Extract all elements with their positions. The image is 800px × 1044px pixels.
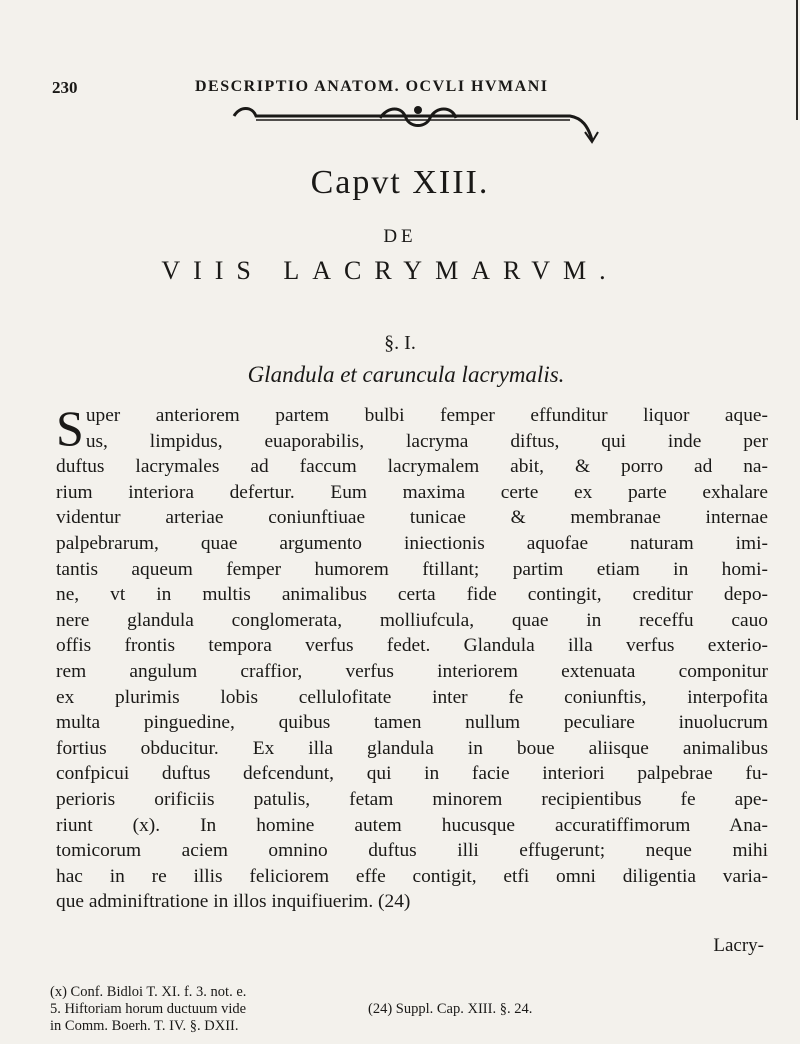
text-line: tantis aqueum femper humorem ftillant; partim etiam in homi- — [56, 558, 768, 580]
page-edge — [796, 0, 798, 120]
body-text — [56, 400, 768, 915]
text-line: rium interiora defertur. Eum maxima certe ex parte exhalare — [56, 481, 768, 503]
footnote-right: (24) Suppl. Cap. XIII. §. 24. — [368, 1001, 533, 1017]
footnote-row — [50, 1018, 770, 1035]
text-line: confpicui duftus defcendunt, qui in facie interiori palpebrae fu- — [56, 763, 768, 785]
text-line: videntur arteriae coniunftiuae tunicae & membranae internae — [56, 507, 768, 529]
page-number: 230 — [52, 78, 78, 97]
footnote-row — [50, 1001, 770, 1018]
text-line: multa pinguedine, quibus tamen nullum peculiare inuolucrum — [56, 712, 768, 734]
section-number: §. I. — [384, 332, 416, 354]
text-line: nere glandula conglomerata, molliufcula, quae in receffu cauo — [56, 609, 768, 631]
footnote-left: 5. Hiftoriam horum ductuum vide — [50, 1001, 247, 1017]
text-line: riunt (x). In homine autem hucusque accuratiffimorum Ana- — [56, 814, 768, 836]
text-line: fortius obducitur. Ex illa glandula in boue aliisque animalibus — [56, 737, 768, 759]
text-line: perioris orificiis patulis, fetam minorem recipientibus fe ape- — [56, 788, 768, 810]
text-line: us, limpidus, euaporabilis, lacryma diftus, qui inde per — [85, 430, 768, 452]
footnote-left: in Comm. Boerh. T. IV. §. DXII. — [50, 1018, 239, 1034]
text-line: ne, vt in multis animalibus certa fide contingit, creditur depo- — [56, 584, 768, 606]
running-title: DESCRIPTIO ANATOM. OCVLI HVMANI — [195, 78, 549, 95]
chapter-de: DE — [383, 226, 417, 247]
footnote-row — [50, 984, 770, 1001]
chapter-subject: VIIS LACRYMARVM. — [161, 256, 619, 285]
drop-cap: S — [56, 400, 84, 456]
text-line: que adminiftratione in illos inquifiuerim. (24) — [56, 891, 411, 913]
text-line: palpebrarum, quae argumento iniectionis aquofae naturam imi- — [56, 532, 768, 554]
text-line: hac in re illis feliciorem effe contigit, etfi omni diligentia varia- — [56, 865, 768, 887]
footnotes — [50, 984, 770, 1035]
text-line: ex plurimis lobis cellulofitate inter fe coniunftis, interpofita — [56, 686, 768, 708]
footnote-left: (x) Conf. Bidloi T. XI. f. 3. not. e. — [50, 984, 247, 1000]
text-line: rem angulum craffior, verfus interiorem extenuata componitur — [56, 660, 768, 682]
text-line: duftus lacrymales ad faccum lacrymalem abit, & porro ad na- — [56, 456, 768, 478]
catchword: Lacry- — [713, 935, 764, 956]
ornament-rule-icon — [230, 96, 600, 146]
chapter-title: Capvt XIII. — [310, 164, 490, 201]
text-line: tomicorum aciem omnino duftus illi effugerunt; neque mihi — [56, 840, 768, 862]
section-title: Glandula et caruncula lacrymalis. — [247, 362, 565, 387]
text-line: offis frontis tempora verfus fedet. Glandula illa verfus exterio- — [56, 635, 768, 657]
text-line: uper anteriorem partem bulbi femper effunditur liquor aque- — [85, 405, 768, 426]
